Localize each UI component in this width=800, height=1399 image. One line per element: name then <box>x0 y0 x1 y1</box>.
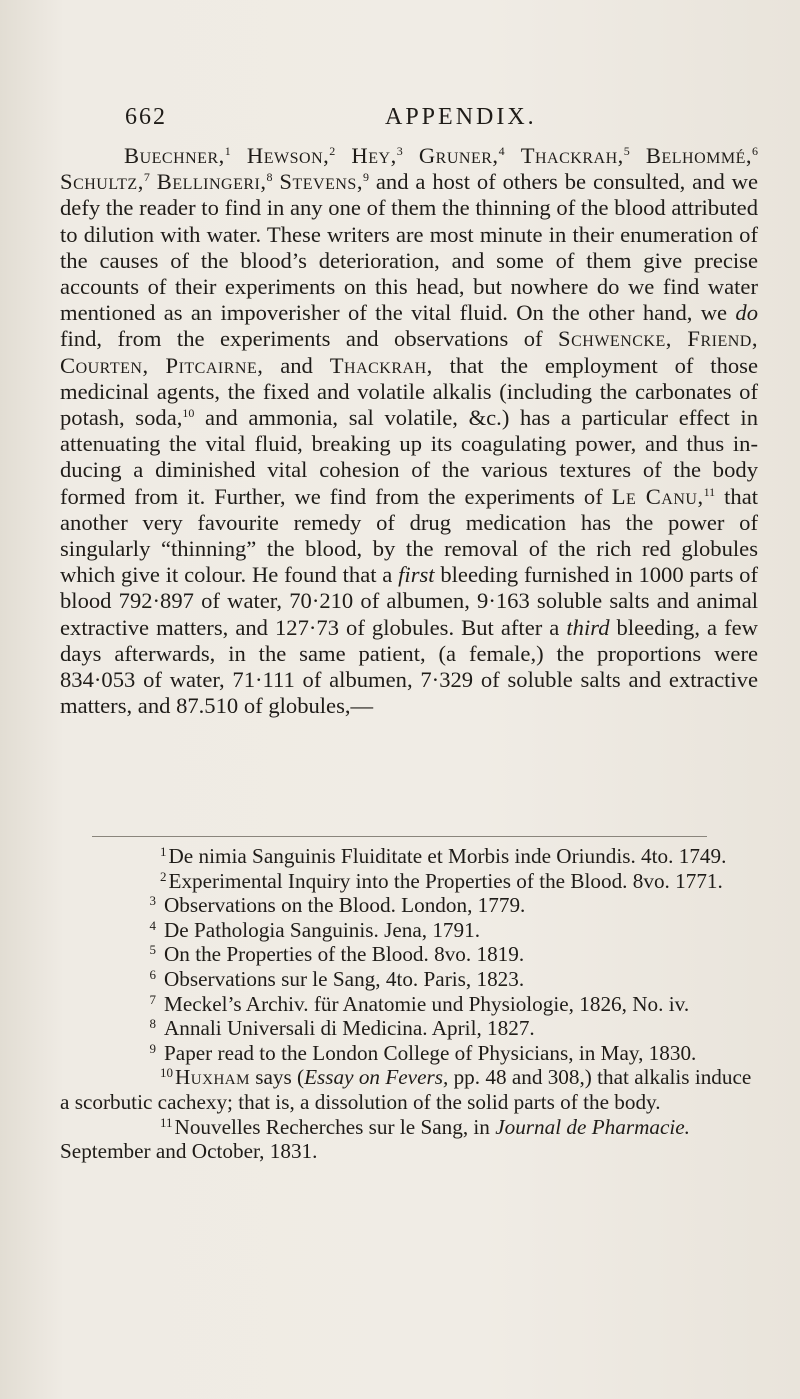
footnote-ref: 3 <box>396 144 403 158</box>
author-name: Le Canu, <box>611 483 704 509</box>
footnote-ref: 2 <box>329 144 336 158</box>
footnote-ref: 1 <box>224 144 231 158</box>
footnote <box>60 869 754 894</box>
footnote <box>60 992 754 1017</box>
footnote <box>60 844 754 869</box>
footnotes <box>60 844 754 1164</box>
footnote-text: says ( <box>249 1065 305 1090</box>
author-name: Schwencke, <box>558 326 672 352</box>
footnote-text: Observations sur le Sang, 4to. Paris, 1823. <box>164 966 525 991</box>
author-name: Friend, <box>687 326 758 352</box>
footnote-ref: 6 <box>752 144 759 158</box>
footnote <box>60 1065 754 1114</box>
footnote-text: Meckel’s Archiv. für Anatomie und Physiologie, 1826, No. iv. <box>164 991 690 1016</box>
author-name: Bellingeri, <box>156 169 267 195</box>
footnote-text: Experimental Inquiry into the Properties of the Blood. 8vo. 1771. <box>168 868 723 893</box>
author-name: Belhommé, <box>645 143 753 168</box>
footnote-number: 11 <box>160 1114 173 1130</box>
footnote-number: 9 <box>149 1040 156 1056</box>
footnote-text: De nimia Sanguinis Fluiditate et Morbis inde Oriundis. 4to. 1749. <box>168 844 727 868</box>
footnote-title: Essay on Fevers, <box>304 1065 449 1090</box>
footnote-number: 7 <box>149 991 156 1007</box>
footnote-number: 4 <box>149 917 156 933</box>
footnote-number: 10 <box>160 1065 173 1081</box>
footnote-text: Observations on the Blood. London, 1779. <box>164 893 526 918</box>
body-paragraph <box>60 143 758 719</box>
emphasis: third <box>566 614 610 640</box>
footnote-divider <box>92 836 707 837</box>
page-number: 662 <box>125 104 167 130</box>
emphasis: do <box>735 300 758 326</box>
text-run: and <box>280 352 313 378</box>
footnote-number: 6 <box>149 966 156 982</box>
author-name: Hey, <box>351 143 397 168</box>
footnote-ref: 8 <box>266 170 273 185</box>
footnote-number: 8 <box>149 1016 156 1032</box>
footnote-number: 2 <box>160 868 167 884</box>
footnote-ref: 5 <box>623 144 630 158</box>
footnote-number: 3 <box>149 893 156 909</box>
text-run: and a host of others be consulted, and we defy the reader to find in any one of them the thinning of the blood attributed to dilution with water. These writers are most minute in their enumeration of the causes of the blood’s deterioration, and some of them give precise accounts of their experiments on this head, but nowhere do we find water mentioned as an impoverisher of the vital fluid. On the other hand, we <box>60 169 758 326</box>
author-name: Hewson, <box>246 143 330 168</box>
footnote-ref: 9 <box>362 170 369 185</box>
footnote <box>60 967 754 992</box>
text-run: bleeding furnished in 1000 parts of blood 792·897 of water, 70·210 of albumen, 9·163 soluble salts and animal extractive matters, and 127·73 of globules. But after a <box>60 562 758 640</box>
footnote <box>60 918 754 943</box>
author-name: Huxham <box>175 1065 250 1090</box>
footnote <box>60 1041 754 1066</box>
text-run: find, from the experiments and observations of <box>60 326 559 352</box>
footnote <box>60 1115 754 1164</box>
footnote-text: Annali Universali di Medicina. April, 1827. <box>164 1016 535 1041</box>
footnote-ref: 7 <box>143 170 150 185</box>
footnote-text: On the Properties of the Blood. 8vo. 1819. <box>164 942 525 967</box>
footnote-number: 5 <box>149 942 156 958</box>
text-run: bleeding, a few days afterwards, in the same patient, (a female,) the proportions were 834·053 of water, 71·111 of albumen, 7·329 of soluble salts and extractive matters, and 87.510 of globules,— <box>60 614 758 719</box>
main-text <box>60 143 758 719</box>
footnote-title: Journal de Pharmacie. <box>495 1114 690 1139</box>
author-name: Thackrah, <box>520 143 624 168</box>
text-run: and ammonia, sal volatile, &c.) has a particular effect in attenuating the vital fluid, breaking up its coagulating power, and thus inducing a diminished vital cohesion of the various textures of the body formed from it. Further, we find from the experiments of <box>60 405 758 509</box>
footnote-ref: 4 <box>498 144 505 158</box>
footnote <box>60 1016 754 1041</box>
text-run: that the employment of those medicinal agents, the fixed and volatile alkalis (including the carbonates of potash, soda, <box>60 352 758 431</box>
running-title: APPENDIX. <box>385 104 537 130</box>
footnote-ref: 10 <box>182 406 195 421</box>
author-name: Gruner, <box>418 143 499 168</box>
footnote-text: pp. 48 and 308,) that alkalis induce a scorbutic cachexy; that is, a dissolution of the solid parts of the body. <box>60 1065 752 1114</box>
page-header <box>125 104 740 140</box>
footnote <box>60 942 754 967</box>
author-name: Pitcairne, <box>165 352 264 378</box>
footnote-number: 1 <box>160 844 167 859</box>
footnote-text: Paper read to the London College of Physicians, in May, 1830. <box>164 1040 697 1065</box>
footnote-ref: 11 <box>703 484 716 499</box>
author-name: Courten, <box>60 352 149 378</box>
footnote-text: September and October, 1831. <box>60 1139 318 1164</box>
author-name: Thackrah, <box>329 352 433 378</box>
footnote-text: De Pathologia Sanguinis. Jena, 1791. <box>164 917 481 942</box>
emphasis: first <box>398 562 435 588</box>
footnote-text: Nouvelles Recherches sur le Sang, in <box>174 1114 496 1139</box>
text-run: that another very favourite remedy of drug medication has the power of singularly “thinning” the blood, by the removal of the rich red globules which give it colour. He found that a <box>60 483 759 588</box>
footnote <box>60 893 754 918</box>
author-name: Stevens, <box>279 169 363 195</box>
author-name: Buechner, <box>124 143 225 168</box>
author-name: Schultz, <box>60 169 144 195</box>
